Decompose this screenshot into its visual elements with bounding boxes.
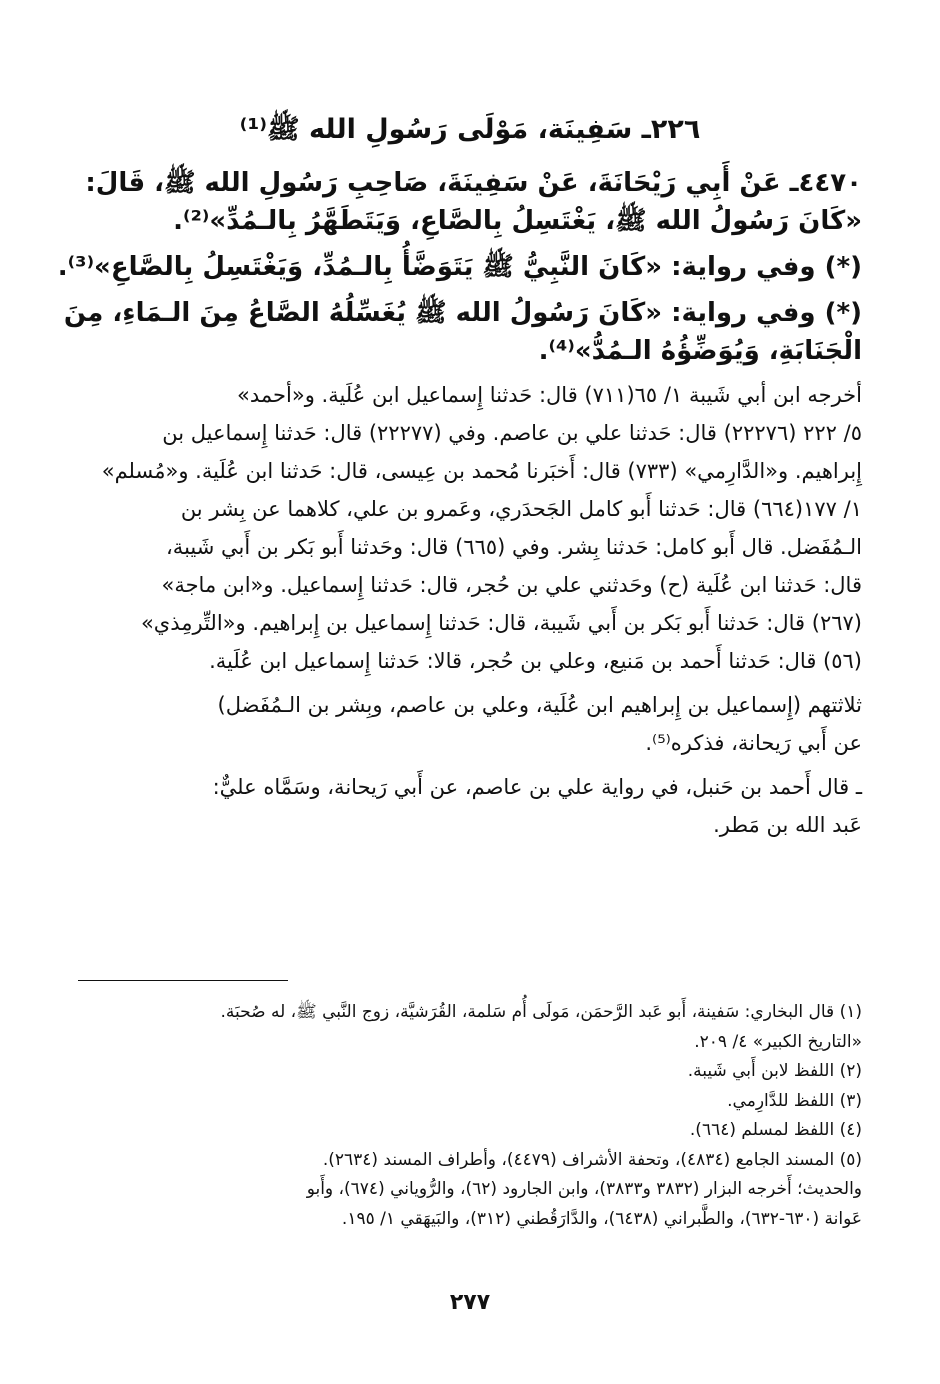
footnote-line: «التاريخ الكبير» ٤/ ٢٠٩.	[694, 1031, 862, 1052]
hadith-line: ٤٤٧٠ـ عَنْ أَبِي رَيْحَانَةَ، عَنْ سَفِينَةَ، صَاحِبِ رَسُولِ الله ﷺ، قَالَ:	[85, 168, 862, 198]
footnote-line: (٥) المسند الجامع (٤٨٣٤)، وتحفة الأشراف (٤٤٧٩)، وأطراف المسند (٢٦٣٤).	[322, 1149, 862, 1170]
takhrij-line: (٢٦٧) قال: حَدثنا أَبو بَكر بن أَبي شَيبة، قال: حَدثنا إِسماعيل بن إِبراهيم. و«التِّرمِذي»	[140, 611, 862, 635]
hadith-variant-line: (*) وفي رواية: «كَانَ النَّبِيُّ ﷺ يَتَوَضَّأُ بِالـمُدِّ، وَيَغْتَسِلُ بِالصَّاعِ»⁽³⁾.	[57, 252, 862, 282]
footnote-divider	[78, 980, 288, 981]
footnote-line: عَوانة (٦٣٠-٦٣٢)، والطَّبراني (٦٤٣٨)، والدَّارَقُطني (٣١٢)، والبَيهَقي ١/ ١٩٥.	[341, 1208, 862, 1229]
page-number: ٢٧٧	[449, 1290, 491, 1315]
footnote-line: (٢) اللفظ لابن أَبي شَيبة.	[687, 1061, 862, 1081]
hadith-variant-line: (*) وفي رواية: «كَانَ رَسُولُ الله ﷺ يُغَسِّلُهُ الصَّاعُ مِنَ الـمَاءِ، مِنَ	[63, 298, 862, 328]
footnote-line: (١) قال البخاري: سَفينة، أَبو عَبد الرَّحمَن، مَولَى أُم سَلمة، القُرَشيَّة، زوج النَّبي ﷺ، له صُحبَة.	[220, 1002, 862, 1022]
takhrij-line: ثلاثتهم (إِسماعيل بن إِبراهيم ابن عُلَية، وعلي بن عاصم، وبِشر بن الـمُفَضل)	[217, 693, 862, 717]
footnote-line: (٣) اللفظ للدَّارِمي.	[727, 1090, 862, 1111]
hadith-text	[57, 164, 862, 370]
takhrij-line: ـ قال أَحمد بن حَنبل، في رواية علي بن عاصم، عن أَبي رَيحانة، وسَمَّاه عليٌّ:	[212, 775, 862, 799]
takhrij-text	[78, 376, 862, 844]
takhrij-line: الـمُفَضل. قال أَبو كامل: حَدثنا بِشر. وفي (٦٦٥) قال: وحَدثنا أَبو بَكر بن أَبي شَيبة،	[166, 535, 862, 559]
footnotes	[78, 998, 862, 1234]
footnote-line: والحديث؛ أَخرجه البزار (٣٨٣٢ و٣٨٣٣)، وابن الجارود (٦٢)، والرُّوياني (٦٧٤)، وأَبو	[306, 1179, 862, 1199]
hadith-line: «كَانَ رَسُولُ الله ﷺ، يَغْتَسِلُ بِالصَّاعِ، وَيَتَطَهَّرُ بِالـمُدِّ»⁽²⁾.	[173, 206, 862, 236]
takhrij-line: ٥/ ٢٢٢ (٢٢٢٧٦) قال: حَدثنا علي بن عاصم. وفي (٢٢٢٧٧) قال: حَدثنا إِسماعيل بن	[162, 421, 862, 445]
takhrij-line: إِبراهيم. و«الدَّارِمي» (٧٣٣) قال: أَخبَرنا مُحمد بن عِيسى، قال: حَدثنا ابن عُلَية. و«مُسلم»	[101, 459, 862, 483]
takhrij-line: عَبد الله بن مَطر.	[713, 813, 862, 837]
chapter-heading: ٢٢٦ـ سَفِينَة، مَوْلَى رَسُولِ الله ﷺ⁽¹⁾	[239, 114, 701, 145]
takhrij-line: عن أَبي رَيحانة، فذكره⁽⁵⁾.	[645, 731, 862, 755]
takhrij-line: (٥٦) قال: حَدثنا أَحمد بن مَنيع، وعلي بن حُجر، قالا: حَدثنا إِسماعيل ابن عُلَية.	[209, 649, 862, 673]
footnote-line: (٤) اللفظ لمسلم (٦٦٤).	[689, 1120, 862, 1140]
takhrij-line: ١/ ١٧٧(٦٦٤) قال: حَدثنا أَبو كامل الجَحدَري، وعَمرو بن علي، كلاهما عن بِشر بن	[180, 497, 862, 521]
takhrij-line: أخرجه ابن أبي شَيبة ١/ ٦٥(٧١١) قال: حَدثنا إِسماعيل ابن عُلَية. و«أحمد»	[237, 383, 862, 407]
hadith-variant-line: الْجَنَابَةِ، وَيُوَضِّؤُهُ الـمُدُّ»⁽⁴⁾.	[538, 336, 862, 366]
takhrij-line: قال: حَدثنا ابن عُلَية (ح) وحَدثني علي بن حُجر، قال: حَدثنا إِسماعيل. و«ابن ماجة»	[161, 573, 862, 597]
